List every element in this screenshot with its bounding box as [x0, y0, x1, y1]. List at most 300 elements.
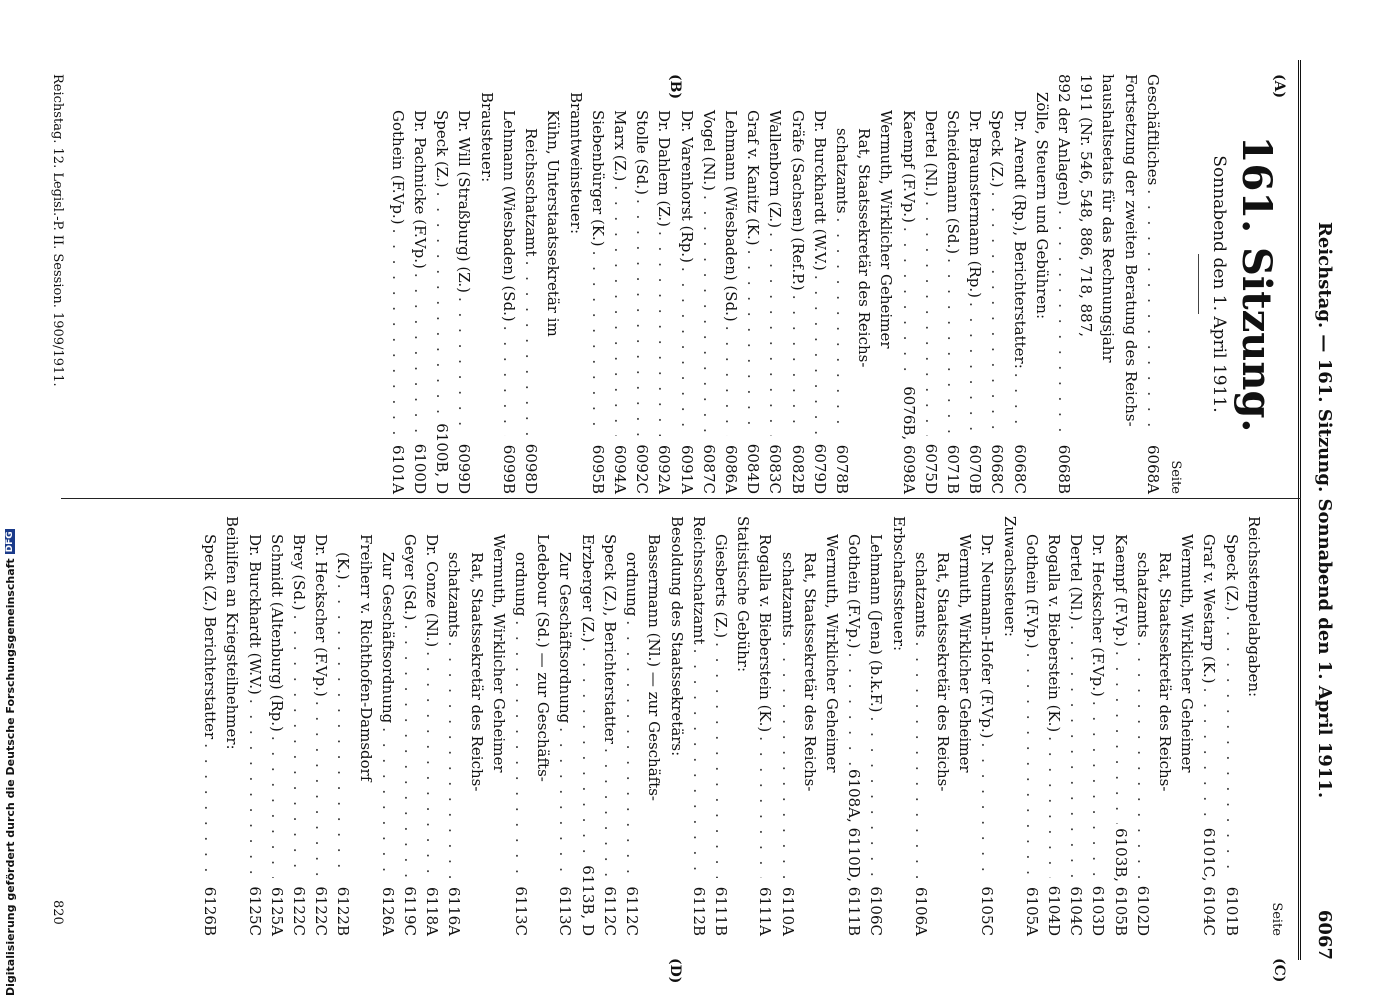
leader-dots — [754, 736, 776, 878]
toc-entry — [809, 74, 831, 494]
toc-entry-text: Gothein (F.Vp.) — [1022, 534, 1041, 649]
toc-entry-text: Wermuth, Wirklicher Geheimer — [489, 534, 508, 773]
toc-entry — [942, 74, 964, 494]
leader-dots — [976, 743, 998, 878]
toc-entry-text: Zur Geschäftsordnung — [378, 552, 397, 724]
toc-entry — [377, 516, 399, 936]
leader-dots — [431, 192, 453, 420]
toc-entry-text: Branntweinsteuer: — [566, 92, 585, 235]
toc-entry — [1154, 516, 1176, 936]
toc-entry — [710, 516, 732, 936]
toc-entry-page: 6082B — [788, 444, 807, 494]
leader-dots — [1220, 616, 1242, 878]
leader-dots — [964, 302, 986, 436]
toc-entry-text: Dr. Burckhardt (W.V.) — [245, 534, 264, 695]
toc-entry-text: schatzamts — [445, 552, 464, 638]
toc-entry — [1220, 516, 1242, 936]
toc-entry-page: 6098D — [522, 443, 541, 494]
toc-entry-text: Statistische Gebühr: — [734, 516, 753, 673]
toc-entry-text: Kühn, Unterstaatssekretär im — [544, 110, 563, 337]
footer-page-number: 820 — [50, 900, 65, 925]
toc-entry-page: 6086A — [721, 444, 740, 494]
leader-dots — [310, 701, 332, 878]
toc-entry-text: Rat, Staatssekretär des Reichs- — [1155, 552, 1174, 792]
leader-dots — [698, 195, 720, 436]
toc-entry — [986, 74, 1008, 494]
toc-entry-text: Dr. Dahlem (Z.) — [655, 110, 674, 228]
toc-entry — [421, 516, 443, 936]
header-rule — [1298, 60, 1301, 960]
toc-entry-text: Dr. Conze (Nl.) — [423, 534, 442, 648]
toc-entry — [1142, 74, 1164, 494]
toc-entry — [897, 74, 919, 494]
toc-entry — [631, 74, 653, 494]
margin-marker-b: (B) — [667, 74, 683, 100]
toc-entry — [932, 516, 954, 936]
toc-entry — [1176, 516, 1198, 936]
toc-entry-text: 1911 (Nr. 546, 548, 886, 718, 887, — [1077, 74, 1096, 338]
toc-entry — [675, 74, 697, 494]
leader-dots — [910, 642, 932, 878]
toc-entry — [488, 516, 510, 936]
toc-entry-page: 6112B — [689, 886, 708, 936]
toc-entry-page: 6108A, 6110D, 6111B — [845, 769, 864, 936]
toc-entry-text: Wermuth, Wirklicher Geheimer — [877, 110, 896, 349]
leader-dots — [587, 251, 609, 436]
toc-entry-text: Rat, Staatssekretär des Reichs- — [855, 128, 874, 368]
toc-entry — [431, 74, 453, 494]
toc-entry-page: 6106C — [867, 886, 886, 936]
session-title: 161. Sitzung. — [1233, 135, 1280, 433]
toc-entry-page: 6112C — [600, 886, 619, 936]
toc-entry — [520, 74, 542, 494]
toc-entry-page: 6076B, 6098A — [899, 386, 918, 494]
toc-entry-text: Marx (Z.) — [610, 110, 629, 182]
toc-entry-text: Dr. Heckscher (F.Vp.) — [1089, 534, 1108, 697]
margin-marker-a: (A) — [1271, 74, 1287, 99]
toc-entry — [532, 516, 554, 936]
toc-entry — [786, 74, 808, 494]
toc-entry — [865, 516, 887, 936]
leader-dots — [609, 185, 631, 436]
leader-dots — [520, 261, 542, 436]
toc-entry — [875, 74, 897, 494]
toc-entry — [1021, 516, 1043, 936]
toc-entry-text: Dr. Burckhardt (W.V.) — [810, 110, 829, 271]
toc-entry-text: Wermuth, Wirklicher Geheimer — [822, 534, 841, 773]
toc-entry-page: 6100D — [411, 443, 430, 494]
toc-entry-page: 6103B, 6105B — [1111, 828, 1130, 936]
leader-dots — [1021, 653, 1043, 878]
toc-entry-text: Speck (Z.) — [988, 110, 1007, 188]
toc-entry-page: 6105C — [978, 886, 997, 936]
toc-entry-page: 6110A — [778, 886, 797, 936]
toc-entry-text: Dr. Arendt (Rp.), Berichterstatter: — [1010, 110, 1029, 369]
leader-dots — [865, 717, 887, 879]
toc-entry — [688, 516, 710, 936]
toc-entry — [1109, 516, 1131, 936]
toc-entry — [387, 74, 409, 494]
leader-dots — [986, 192, 1008, 436]
toc-entry-text: Dr. Pachnicke (F.Vp.) — [411, 110, 430, 269]
toc-entry-page: 6126B — [201, 886, 220, 936]
leader-dots — [453, 297, 475, 436]
toc-entry — [799, 516, 821, 936]
toc-entry-text: Dertel (Nl.) — [1067, 534, 1086, 621]
leader-dots — [897, 227, 919, 382]
toc-entry — [665, 516, 687, 936]
toc-entry-text: Geyer (Sd.) — [401, 534, 420, 621]
toc-entry — [587, 74, 609, 494]
leader-dots — [387, 229, 409, 436]
toc-entry-page: 6099B — [499, 444, 518, 494]
toc-entry-text: Dr. Varenhorst (Rp.) — [677, 110, 696, 263]
toc-entry-text: Bassermann (Nl.) — zur Geschäfts- — [645, 534, 664, 802]
header-page-number: 6067 — [1314, 909, 1335, 960]
margin-marker-c: (C) — [1271, 958, 1287, 983]
toc-entry-page: 6122C — [290, 886, 309, 936]
toc-entry — [698, 74, 720, 494]
toc-entry-text: Schmidt (Altenburg) (Rp.) — [267, 534, 286, 732]
toc-entry — [1008, 74, 1030, 494]
toc-entry-page: 6092A — [655, 444, 674, 494]
toc-entry-text: Zuwachssteuer: — [1000, 516, 1019, 637]
toc-entry — [742, 74, 764, 494]
leader-dots — [942, 258, 964, 436]
toc-entry — [887, 516, 909, 936]
toc-entry-page: 6101A — [388, 444, 407, 494]
toc-entry — [643, 516, 665, 936]
toc-entry-text: Graf v. Westarp (K.) — [1200, 534, 1219, 684]
toc-entry — [498, 74, 520, 494]
leader-dots — [443, 642, 465, 878]
toc-entry — [354, 516, 376, 936]
toc-entry-text: Gräfe (Sachsen) (Ref.P.) — [788, 110, 807, 291]
leader-dots — [631, 199, 653, 436]
toc-entry-page: 6113C — [556, 886, 575, 936]
toc-entry — [409, 74, 431, 494]
toc-entry-text: Zölle, Steuern und Gebühren: — [1032, 92, 1051, 320]
leader-dots — [742, 250, 764, 436]
toc-entry-text: Reichsschatzamt — [689, 516, 708, 645]
toc-entry-text: schatzamts — [1133, 552, 1152, 638]
toc-entry-text: Stolle (Sd.) — [633, 110, 652, 195]
toc-entry — [564, 74, 586, 494]
leader-dots — [1043, 736, 1065, 878]
session-date: Sonnabend den 1. April 1911. — [1209, 155, 1229, 413]
toc-entry — [554, 516, 576, 936]
toc-entry-text: Dr. Neumann-Hofer (F.Vp.) — [978, 534, 997, 739]
toc-entry-text: Reichsschatzamt — [522, 128, 541, 257]
toc-entry — [288, 516, 310, 936]
running-header — [1309, 60, 1335, 960]
toc-entry-text: Rat, Staatssekretär des Reichs- — [933, 552, 952, 792]
right-column — [199, 516, 1287, 936]
toc-entry-text: Speck (Z.) — [1222, 534, 1241, 612]
toc-entry — [754, 516, 776, 936]
toc-entry — [577, 516, 599, 936]
toc-entry-page: 6087C — [699, 444, 718, 494]
toc-entry — [954, 516, 976, 936]
toc-entry — [542, 74, 564, 494]
toc-entry-text: schatzamts — [778, 552, 797, 638]
toc-entry — [764, 74, 786, 494]
leader-dots — [1198, 688, 1220, 824]
toc-entry-page: 6104D — [1044, 885, 1063, 936]
leader-dots — [421, 651, 443, 878]
footer-session-info: Reichstag. 12. Legisl.-P. II. Session. 1909/1911. — [50, 74, 65, 387]
toc-entry-text: Besoldung des Staatssekretärs: — [667, 516, 686, 757]
toc-entry-text: (K.) — [334, 552, 353, 580]
leader-dots — [288, 615, 310, 878]
leader-dots — [199, 743, 221, 878]
toc-entry-text: Rat, Staatssekretär des Reichs- — [800, 552, 819, 792]
toc-entry — [843, 516, 865, 936]
toc-entry-text: ordnung — [623, 552, 642, 617]
left-entries — [387, 74, 1164, 494]
toc-entry — [465, 516, 487, 936]
toc-entry — [609, 74, 631, 494]
leader-dots — [1132, 642, 1154, 878]
toc-entry-text: Brey (Sd.) — [290, 534, 309, 611]
toc-entry — [599, 516, 621, 936]
leader-dots — [577, 647, 599, 862]
toc-entry-text: Rogalla v. Bieberstein (K.) — [756, 534, 775, 733]
toc-entry-text: Wermuth, Wirklicher Geheimer — [956, 534, 975, 773]
leader-dots — [266, 736, 288, 878]
toc-entry-page: 6118A — [423, 886, 442, 936]
toc-entry-text: Speck (Z.) — [433, 110, 452, 188]
toc-entry-page: 6070B — [966, 444, 985, 494]
toc-entry — [399, 516, 421, 936]
toc-entry — [332, 516, 354, 936]
column-divider — [61, 498, 1301, 499]
header-title: Reichstag. — 161. Sitzung. Sonnabend den 1. April 1911. — [1314, 221, 1335, 799]
toc-entry-page: 6126A — [378, 886, 397, 936]
toc-entry-text: schatzamts — [832, 128, 851, 214]
toc-entry — [720, 74, 742, 494]
toc-entry — [964, 74, 986, 494]
toc-entry-page: 6075D — [921, 443, 940, 494]
leader-dots — [332, 584, 354, 878]
toc-entry-page: 6103D — [1089, 885, 1108, 936]
toc-entry-page: 6079D — [810, 443, 829, 494]
toc-entry-text: Freiherr v. Richthofen-Damsdorf — [356, 534, 375, 782]
toc-entry-text: Gothein (F.Vp.) — [388, 110, 407, 225]
toc-entry-page: 6111B — [711, 886, 730, 936]
toc-entry-text: Lehmann (Jena) (b.k.F.) — [867, 534, 886, 713]
toc-entry-text: Reichsstempelabgaben: — [1244, 516, 1263, 698]
toc-entry — [266, 516, 288, 936]
toc-entry-text: Gothein (F.Vp.) — [845, 534, 864, 649]
right-entries — [199, 516, 1265, 936]
toc-entry-text: Ledebour (Sd.) — zur Geschäfts- — [534, 534, 553, 782]
toc-entry-text: Fortsetzung der zweiten Beratung des Reichs- — [1121, 74, 1140, 427]
toc-entry-text: Speck (Z.), Berichterstatter — [600, 534, 619, 744]
toc-entry — [853, 74, 875, 494]
page-footer — [50, 74, 65, 387]
left-column — [387, 74, 1287, 494]
leader-dots — [843, 653, 865, 765]
toc-entry — [653, 74, 675, 494]
toc-entry — [1031, 74, 1053, 494]
toc-entry-text: Dertel (Nl.) — [921, 110, 940, 197]
toc-entry-text: Speck (Z.) Berichterstatter — [201, 534, 220, 740]
toc-entry — [910, 516, 932, 936]
leader-dots — [599, 748, 621, 878]
toc-entry-page: 6100B, D — [433, 423, 452, 494]
toc-entry — [776, 516, 798, 936]
toc-entry-page: 6071B — [943, 444, 962, 494]
seite-label-right: Seite — [1269, 902, 1284, 936]
leader-dots — [243, 699, 265, 878]
toc-entry — [310, 516, 332, 936]
toc-entry-page: 6091A — [677, 444, 696, 494]
toc-entry-text: Geschäftliches — [1143, 74, 1162, 186]
toc-entry-text: Wermuth, Wirklicher Geheimer — [1178, 534, 1197, 773]
credit-text: Digitalisierung gefördert durch die Deutsche Forschungsgemeinschaft — [3, 558, 17, 996]
toc-entry-text: Vogel (Nl.) — [699, 110, 718, 191]
toc-entry-page: 6101C, 6104C — [1200, 827, 1219, 936]
toc-entry-text: Beihilfen an Kriegsteilnehmer: — [223, 516, 242, 750]
toc-entry-text: Brausteuer: — [477, 92, 496, 183]
toc-entry — [453, 74, 475, 494]
leader-dots — [653, 231, 675, 436]
toc-entry — [476, 74, 498, 494]
toc-entry-text: Scheidemann (Sd.) — [943, 110, 962, 255]
margin-marker-d: (D) — [667, 958, 683, 984]
leader-dots — [377, 727, 399, 878]
toc-entry-page: 6122C — [312, 886, 331, 936]
toc-entry-page: 6068A — [1143, 444, 1162, 494]
toc-entry-page: 6099D — [455, 443, 474, 494]
leader-dots — [831, 218, 853, 436]
leader-dots — [1109, 651, 1131, 824]
toc-entry-page: 6111A — [756, 886, 775, 936]
toc-entry-page: 6095B — [588, 444, 607, 494]
toc-entry-text: 892 der Anlagen) — [1054, 74, 1073, 207]
toc-entry — [1053, 74, 1075, 494]
toc-entry — [1097, 74, 1119, 494]
toc-entry-page: 6094A — [610, 444, 629, 494]
toc-entry — [976, 516, 998, 936]
toc-entry-page: 6101B — [1222, 886, 1241, 936]
toc-entry — [510, 516, 532, 936]
toc-entry-text: Dr. Braunstermann (Rp.) — [966, 110, 985, 298]
leader-dots — [1053, 210, 1075, 436]
toc-entry-page: 6078B — [832, 444, 851, 494]
toc-entry-text: schatzamts — [911, 552, 930, 638]
toc-entry-page: 6113C — [512, 886, 531, 936]
toc-entry-page: 6112C — [623, 886, 642, 936]
dfg-logo: DFG — [5, 531, 15, 553]
toc-entry-text: Kaempf (F.Vp.) — [899, 110, 918, 223]
toc-entry-text: Erbschaftssteuer: — [889, 516, 908, 652]
toc-entry-text: haushaltsetats für das Rechnungsjahr — [1099, 74, 1118, 363]
toc-entry — [1119, 74, 1141, 494]
leader-dots — [688, 649, 710, 878]
toc-entry-text: Wallenborn (Z.) — [766, 110, 785, 229]
leader-dots — [710, 642, 732, 878]
toc-entry — [1132, 516, 1154, 936]
leader-dots — [1008, 373, 1030, 436]
toc-entry-text: Dr. Heckscher (F.Vp.) — [312, 534, 331, 697]
leader-dots — [409, 273, 431, 436]
toc-entry-text: Lehmann (Wiesbaden) (Sd.) — [499, 110, 518, 322]
leader-dots — [1087, 701, 1109, 878]
toc-entry — [243, 516, 265, 936]
toc-entry-text: Kaempf (F.Vp.) — [1111, 534, 1130, 647]
toc-entry — [1087, 516, 1109, 936]
toc-entry — [920, 74, 942, 494]
toc-entry-page: 6068C — [1010, 444, 1029, 494]
toc-entry-text: Graf v. Kanitz (K.) — [744, 110, 763, 246]
toc-entry — [199, 516, 221, 936]
toc-entry-page: 6092C — [633, 444, 652, 494]
leader-dots — [621, 620, 643, 878]
toc-entry-page: 6105A — [1022, 886, 1041, 936]
toc-entry-page: 6083C — [766, 444, 785, 494]
toc-entry-page: 6068B — [1054, 444, 1073, 494]
toc-entry — [1065, 516, 1087, 936]
toc-entry-text: ordnung — [512, 552, 531, 617]
leader-dots — [776, 642, 798, 878]
toc-entry — [732, 516, 754, 936]
leader-dots — [786, 295, 808, 436]
toc-entry-page: 6084D — [744, 443, 763, 494]
toc-entry-text: Rat, Staatssekretär des Reichs- — [467, 552, 486, 792]
toc-entry-page: 6104C — [1067, 886, 1086, 936]
toc-entry — [221, 516, 243, 936]
toc-entry — [1243, 516, 1265, 936]
leader-dots — [554, 727, 576, 878]
digitization-credit — [2, 531, 18, 996]
toc-entry-text: Dr. Will (Straßburg) (Z.) — [455, 110, 474, 293]
toc-entry-text: Siebenbürger (K.) — [588, 110, 607, 247]
leader-dots — [920, 201, 942, 436]
leader-dots — [720, 326, 742, 436]
toc-entry — [1043, 516, 1065, 936]
toc-entry-text: Lehmann (Wiesbaden) (Sd.) — [721, 110, 740, 322]
toc-entry-text: Giesberts (Z.) — [711, 534, 730, 639]
leader-dots — [399, 625, 421, 879]
leader-dots — [498, 326, 520, 436]
seite-label-left: Seite — [1168, 460, 1183, 494]
toc-entry-page: 6068C — [988, 444, 1007, 494]
leader-dots — [809, 275, 831, 436]
toc-entry — [831, 74, 853, 494]
toc-entry-page: 6122B — [334, 886, 353, 936]
toc-entry-text: Rogalla v. Bieberstein (K.) — [1044, 534, 1063, 733]
toc-entry — [821, 516, 843, 936]
leader-dots — [510, 620, 532, 878]
toc-entry-page: 6102D — [1133, 885, 1152, 936]
toc-entry — [998, 516, 1020, 936]
toc-entry-page: 6125C — [245, 886, 264, 936]
title-rule — [1198, 254, 1199, 314]
leader-dots — [1142, 189, 1164, 436]
toc-entry — [1075, 74, 1097, 494]
leader-dots — [764, 232, 786, 436]
toc-entry-text: Zur Geschäftsordnung — [556, 552, 575, 724]
toc-entry-page: 6125A — [267, 886, 286, 936]
toc-entry-page: 6113B, D — [578, 865, 597, 936]
toc-entry — [621, 516, 643, 936]
toc-entry-text: Erzberger (Z.) — [578, 534, 597, 643]
toc-entry-page: 6106A — [911, 886, 930, 936]
toc-entry — [1198, 516, 1220, 936]
leader-dots — [675, 267, 697, 436]
